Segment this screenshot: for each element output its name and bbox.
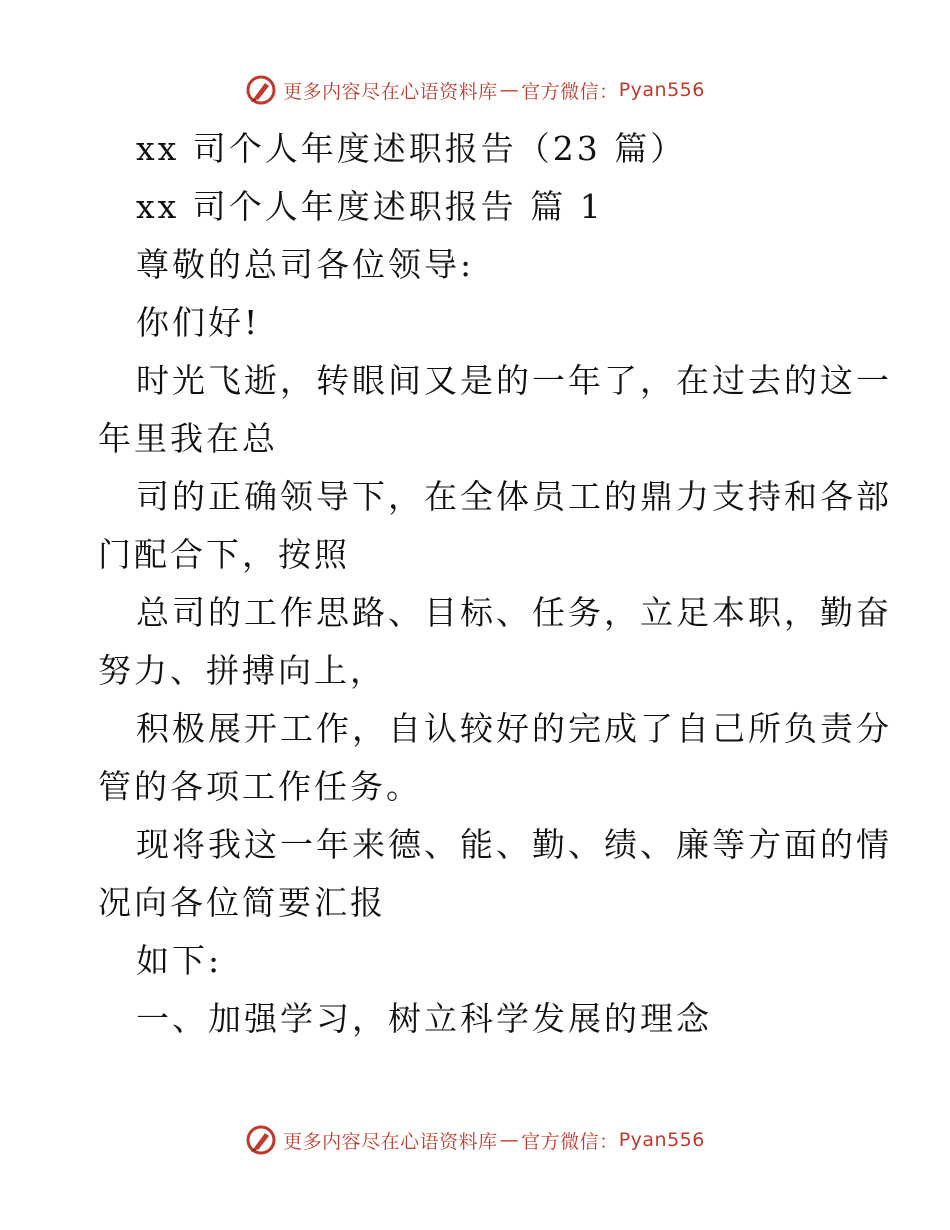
paragraph-line: 总司的工作思路、目标、任务，立足本职，勤奋: [136, 593, 892, 632]
paragraph-line: 如下:: [136, 941, 223, 980]
paragraph-line: 况向各位简要汇报: [98, 883, 386, 922]
header-watermark-banner: [0, 70, 950, 110]
pen-nib-circle-icon: [245, 1124, 277, 1156]
paragraph-line: 门配合下，按照: [98, 535, 350, 574]
document-title: xx 司个人年度述职报告（23 篇）: [136, 129, 687, 168]
watermark-dash: —: [499, 1129, 520, 1151]
section-heading: xx 司个人年度述职报告 篇 1: [136, 187, 604, 226]
watermark-wechat-label: 官方微信：: [521, 80, 619, 103]
watermark-wechat-id: Pyan556: [618, 79, 705, 101]
greeting: 你们好!: [136, 303, 261, 342]
paragraph-line: 司的正确领导下，在全体员工的鼎力支持和各部: [136, 477, 892, 516]
watermark-wechat-id: Pyan556: [618, 1129, 705, 1151]
paragraph-line: 现将我这一年来德、能、勤、绩、廉等方面的情: [136, 825, 892, 864]
pen-nib-circle-icon: [245, 74, 277, 106]
watermark-dash: —: [499, 79, 520, 101]
watermark-site-text: 更多内容尽在心语资料库: [283, 1130, 498, 1153]
watermark-wechat-label: 官方微信：: [521, 1130, 619, 1153]
paragraph-line: 年里我在总: [98, 419, 278, 458]
paragraph-line: 时光飞逝，转眼间又是的一年了，在过去的这一: [136, 361, 892, 400]
salutation: 尊敬的总司各位领导:: [136, 245, 475, 284]
footer-watermark-banner: [0, 1120, 950, 1160]
watermark-site-text: 更多内容尽在心语资料库: [283, 80, 498, 103]
document-body: [98, 120, 892, 1048]
paragraph-line: 努力、拼搏向上，: [98, 651, 386, 690]
subsection-heading: 一、加强学习，树立科学发展的理念: [136, 999, 712, 1038]
paragraph-line: 积极展开工作，自认较好的完成了自己所负责分: [136, 709, 892, 748]
paragraph-line: 管的各项工作任务。: [98, 767, 422, 806]
